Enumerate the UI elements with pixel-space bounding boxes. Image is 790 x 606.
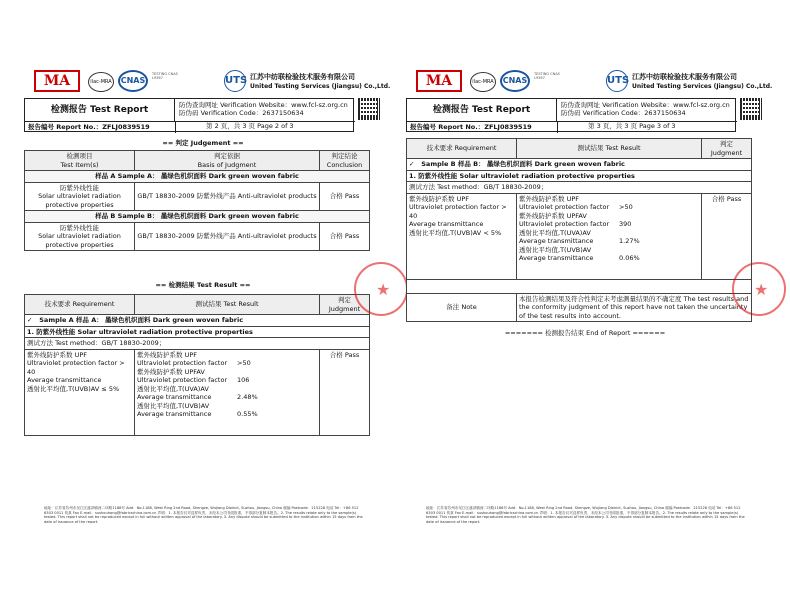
verification-info xyxy=(179,101,348,117)
col-conclusion: 判定结论 Conclusion xyxy=(320,151,370,171)
section-row: 1. 防紫外线性能 Solar ultraviolet radiation protective properties xyxy=(25,326,370,338)
note-text: 本报告检测结果及符合性判定未考虑测量结果的不确定度 The test results and the conformity judgment of this report have not taken the uncertainty of the test results into account. xyxy=(517,293,752,322)
sample-label: Sample A 样品 A： 墨绿色机织面料 Dark green woven fabric xyxy=(39,316,244,324)
result-label: 紫外线防护系数 UPFAV xyxy=(519,211,587,220)
result-label: Ultraviolet protection factor xyxy=(137,359,228,367)
report-page-3 xyxy=(406,64,773,534)
test-item-cell: 防紫外线性能 Solar ultraviolet radiation protective properties xyxy=(25,222,135,251)
company-name-en: United Testing Services (Jiangsu) Co.,Ltd. xyxy=(632,83,773,90)
qr-code-icon xyxy=(358,98,380,120)
result-cell xyxy=(135,349,320,435)
result-label: 透射比平均值,T(UVB)AV xyxy=(519,245,592,254)
result-line xyxy=(137,359,317,368)
col-judgment: 判定 Judgment xyxy=(320,295,370,315)
result-label: 紫外线防护系数 UPF xyxy=(137,350,197,359)
judgment-cell: 合格 Pass xyxy=(702,193,752,279)
req-line: Ultraviolet protection factor > 40 xyxy=(409,203,507,220)
result-table-a xyxy=(24,294,370,436)
result-label: Ultraviolet protection factor xyxy=(519,203,610,211)
result-line xyxy=(137,368,317,377)
req-line: Average transmittance xyxy=(27,376,102,384)
report-number: 报告编号 Report No.：ZFLJ0839519 xyxy=(407,121,737,133)
col-requirement: 技术要求 Requirement xyxy=(407,139,517,159)
judgment-heading: == 判定 Judgement == xyxy=(162,139,244,147)
company-name-en: United Testing Services (Jiangsu) Co.,Ltd. xyxy=(250,83,391,90)
judgment-table xyxy=(24,150,370,251)
sample-row: ✓ Sample B 样品 B： 墨绿色机织面料 Dark green woven fabric xyxy=(407,159,752,171)
report-title: 检测报告 Test Report xyxy=(407,99,557,121)
ma-logo: MA xyxy=(416,70,462,92)
basis-cell: GB/T 18830-2009 防紫外线产品 Anti-ultraviolet products xyxy=(135,182,320,211)
note-label: 备注 Note xyxy=(407,293,517,322)
page-number: 第 3 页，共 3 页 Page 3 of 3 xyxy=(557,121,737,133)
result-value: 0.06% xyxy=(619,254,640,262)
official-seal-icon: ★ xyxy=(732,262,786,316)
result-line xyxy=(519,220,699,229)
testing-cert: TESTING CNAS L9367 xyxy=(534,72,560,80)
result-value: >50 xyxy=(619,203,633,211)
company-logo-icon: UTS xyxy=(224,70,246,92)
cnas-logo: CNAS xyxy=(500,70,530,92)
logo-bar xyxy=(34,70,391,96)
result-label: 紫外线防护系数 UPF xyxy=(519,194,579,203)
page-footer: 地址：江苏省苏州市吴江区盛泽镇西二环路1188号 Add：No.1188, West Ring 2nd Road, Shengze, Wujiang District, Suzhou, Jiangsu, China 邮编 Postcode：215228 电话 Tel：+86 512 6303 0011 传真 Fax E-mail：sushouhong@fabricschina.com.cn 声明：1. 本报告仅对送样负责，未经本公司书面批准，不得部分复制本报告。2. The results relate only to the sample(s) tested. This report shall not be reproduced except in full without written approval of the laboratory. 3. Any dispute should be submitted to the institution within 15 days from the date of issuance of the report. xyxy=(426,506,745,524)
verification-website: 防伪查询网址 Verification Website：www.fcl-sz.org.cn xyxy=(561,101,730,109)
verification-code: 防伪码 Verification Code：2637150634 xyxy=(561,109,686,117)
result-line xyxy=(519,246,699,255)
basis-cell: GB/T 18830-2009 防紫外线产品 Anti-ultraviolet products xyxy=(135,222,320,251)
result-line xyxy=(519,212,699,221)
sample-row: ✓ Sample A 样品 A： 墨绿色机织面料 Dark green woven fabric xyxy=(25,315,370,327)
judgment-cell: 合格 Pass xyxy=(320,349,370,435)
company-logo-icon: UTS xyxy=(606,70,628,92)
col-basis: 判定依据 Basis of Judgment xyxy=(135,151,320,171)
result-label: Average transmittance xyxy=(137,393,212,401)
result-line xyxy=(519,195,699,204)
result-label: 紫外线防护系数 UPFAV xyxy=(137,367,205,376)
col-result: 测试结果 Test Result xyxy=(135,295,320,315)
report-header xyxy=(406,98,736,132)
sample-label: Sample B 样品 B： 墨绿色机织面料 Dark green woven fabric xyxy=(421,160,625,168)
method-row: 测试方法 Test method：GB/T 18830-2009； xyxy=(25,338,370,350)
report-page-2 xyxy=(24,64,391,534)
result-line xyxy=(519,203,699,212)
verification-website: 防伪查询网址 Verification Website：www.fcl-sz.org.cn xyxy=(179,101,348,109)
result-label: Ultraviolet protection factor xyxy=(137,376,228,384)
result-label: 透射比平均值,T(UVA)AV xyxy=(519,228,591,237)
requirement-cell xyxy=(25,349,135,435)
result-label: Average transmittance xyxy=(137,410,212,418)
result-label: Average transmittance xyxy=(519,237,594,245)
req-line: 紫外线防护系数 UPF xyxy=(409,194,469,203)
col-requirement: 技术要求 Requirement xyxy=(25,295,135,315)
col-result: 测试结果 Test Result xyxy=(517,139,702,159)
ma-logo: MA xyxy=(34,70,80,92)
result-value: 0.55% xyxy=(237,410,258,418)
page-footer: 地址：江苏省苏州市吴江区盛泽镇西二环路1188号 Add：No.1188, West Ring 2nd Road, Shengze, Wujiang District, Suzhou, Jiangsu, China 邮编 Postcode：215228 电话 Tel：+86 512 6303 0011 传真 Fax E-mail：sushouhong@fabricschina.com.cn 声明：1. 本报告仅对送样负责，未经本公司书面批准，不得部分复制本报告。2. The results relate only to the sample(s) tested. This report shall not be reproduced except in full without written approval of the laboratory. 3. Any dispute should be submitted to the institution within 15 days from the date of issuance of the report. xyxy=(44,506,363,524)
result-line xyxy=(137,402,317,411)
testing-cert: TESTING CNAS L9367 xyxy=(152,72,178,80)
verification-info xyxy=(561,101,730,117)
result-line xyxy=(519,237,699,246)
result-label: 透射比平均值,T(UVA)AV xyxy=(137,384,209,393)
qr-code-icon xyxy=(740,98,762,120)
section-row: 1. 防紫外线性能 Solar ultraviolet radiation protective properties xyxy=(407,170,752,182)
result-heading: == 检测结果 Test Result == xyxy=(155,281,251,289)
result-line xyxy=(137,410,317,419)
official-seal-icon: ★ xyxy=(354,262,408,316)
company-name-cn: 江苏中纺联检验技术服务有限公司 xyxy=(250,73,355,81)
conclusion-cell: 合格 Pass xyxy=(320,182,370,211)
result-label: Ultraviolet protection factor xyxy=(519,220,610,228)
result-cell xyxy=(517,193,702,279)
result-line xyxy=(137,351,317,360)
result-value: 106 xyxy=(237,376,250,384)
result-line xyxy=(137,385,317,394)
company-name-cn: 江苏中纺联检验技术服务有限公司 xyxy=(632,73,737,81)
report-number: 报告编号 Report No.：ZFLJ0839519 xyxy=(25,121,355,133)
result-table-b xyxy=(406,138,752,322)
result-label: Average transmittance xyxy=(519,254,594,262)
report-title: 检测报告 Test Report xyxy=(25,99,175,121)
sample-b-row: 样品 B Sample B： 墨绿色机织面料 Dark green woven fabric xyxy=(25,211,370,223)
result-value: 2.48% xyxy=(237,393,258,401)
logo-bar xyxy=(416,70,773,96)
method-row: 测试方法 Test method：GB/T 18830-2009； xyxy=(407,182,752,194)
result-line xyxy=(137,393,317,402)
ilac-logo: ilac-MRA xyxy=(88,72,114,92)
verification-code: 防伪码 Verification Code：2637150634 xyxy=(179,109,304,117)
req-line: 透射比平均值,T(UVB)AV ≤ 5% xyxy=(27,384,120,393)
ilac-logo: ilac-MRA xyxy=(470,72,496,92)
result-value: 390 xyxy=(619,220,632,228)
col-judgment: 判定 Judgment xyxy=(702,139,752,159)
result-line xyxy=(137,376,317,385)
req-line: 透射比平均值,T(UVB)AV < 5% xyxy=(409,228,502,237)
end-of-report: ======= 检测报告结束 End of Report ====== xyxy=(504,329,666,337)
req-line: Ultraviolet protection factor > 40 xyxy=(27,359,125,376)
page-number: 第 2 页，共 3 页 Page 2 of 3 xyxy=(175,121,355,133)
result-line xyxy=(519,254,699,263)
result-label: 透射比平均值,T(UVB)AV xyxy=(137,401,210,410)
test-item-cell: 防紫外线性能 Solar ultraviolet radiation protective properties xyxy=(25,182,135,211)
sample-a-row: 样品 A Sample A： 墨绿色机织面料 Dark green woven fabric xyxy=(25,171,370,183)
conclusion-cell: 合格 Pass xyxy=(320,222,370,251)
requirement-cell xyxy=(407,193,517,279)
report-header xyxy=(24,98,354,132)
result-value: 1.27% xyxy=(619,237,640,245)
req-line: Average transmittance xyxy=(409,220,484,228)
result-value: >50 xyxy=(237,359,251,367)
cnas-logo: CNAS xyxy=(118,70,148,92)
blank-row xyxy=(407,279,752,293)
req-line: 紫外线防护系数 UPF xyxy=(27,350,87,359)
result-line xyxy=(519,229,699,238)
col-test-item: 检测项目 Test Item(s) xyxy=(25,151,135,171)
